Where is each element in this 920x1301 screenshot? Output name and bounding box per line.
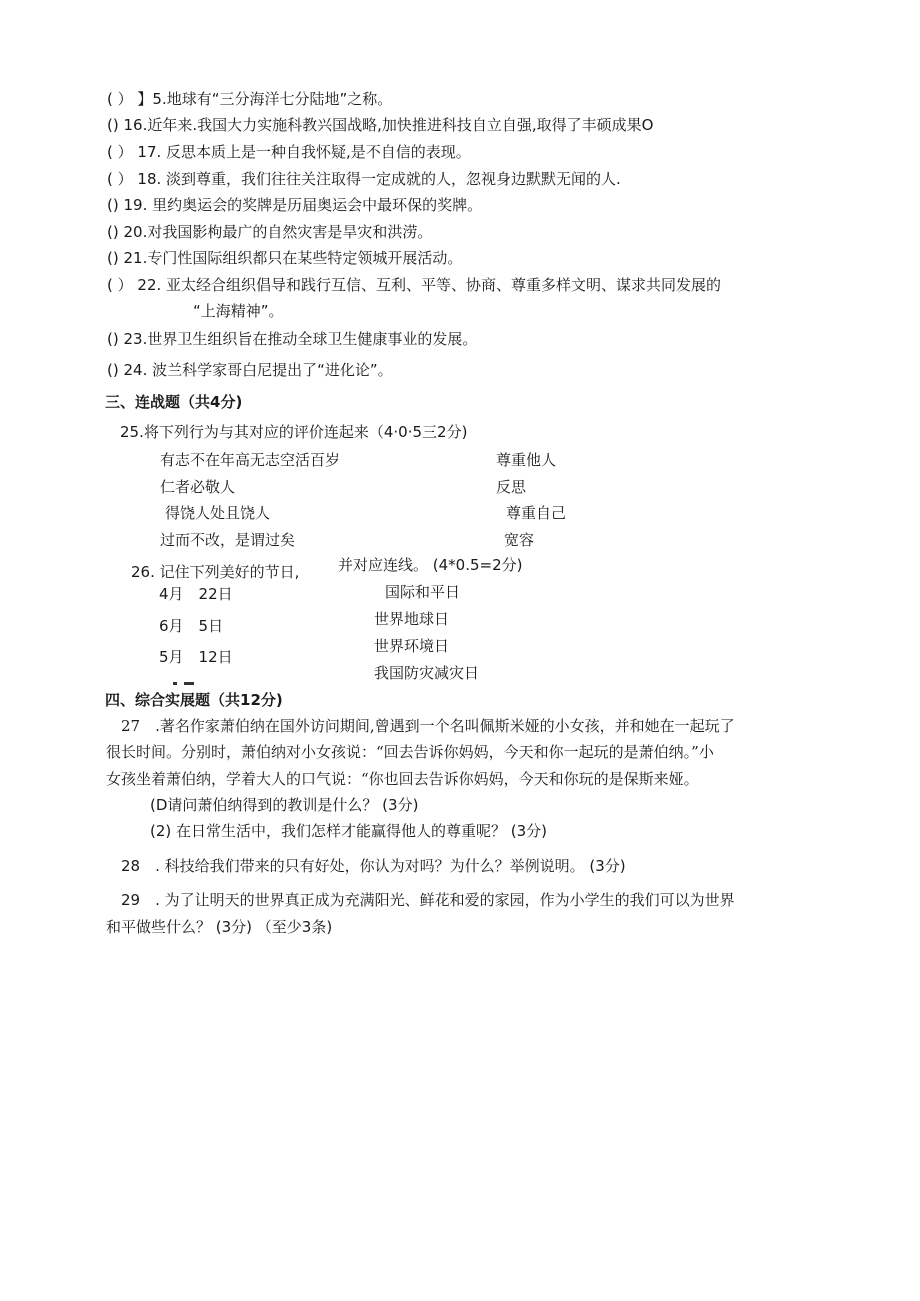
section-4-heading: 四、综合实展题（共12分) — [105, 691, 283, 709]
answer-bracket[interactable]: ( ） — [107, 170, 133, 188]
question-text: 24. 波兰科学家哥白尼提出了“进化论”。 — [123, 361, 393, 379]
festival-item[interactable]: 世界环境日 — [374, 637, 450, 655]
answer-bracket[interactable]: () — [107, 330, 119, 348]
clipped-date-item — [160, 681, 194, 686]
judgment-item-19 — [107, 195, 482, 215]
judgment-item-18 — [107, 169, 621, 189]
judgment-item-23 — [107, 329, 477, 349]
match-left-item[interactable]: 过而不改，是谓过矣 — [160, 531, 296, 549]
match-right-item[interactable]: 反思 — [496, 478, 527, 496]
answer-bracket[interactable]: () — [107, 249, 119, 267]
match-left-item[interactable]: 仁者必敬人 — [160, 478, 236, 496]
match-right-item[interactable]: 尊重他人 — [496, 451, 557, 469]
judgment-item-22-continued — [193, 301, 284, 321]
answer-bracket[interactable]: ( ） — [107, 276, 133, 294]
judgment-item-20 — [107, 222, 432, 242]
question-text: 22. 亚太经合组织倡导和践行互信、互利、平等、协商、尊重多样文明、谋求共同发展的 — [137, 276, 722, 294]
judgment-item-21 — [107, 248, 462, 268]
answer-bracket[interactable]: () — [107, 223, 119, 241]
judgment-item-16 — [107, 115, 653, 135]
question-text: 16.近年来.我国大力实施科教兴国战略,加快推进科技自立自强,取得了丰硕成果O — [123, 116, 654, 134]
question-29-line: 和平做些什么？ (3分) （至少3条) — [106, 918, 333, 936]
judgment-item-24 — [107, 360, 393, 380]
question-27-line: 27 .著名作家萧伯纳在国外访问期间,曾遇到一个名叫佩斯米娅的小女孩，并和她在一起玩了 — [121, 717, 735, 735]
date-item[interactable]: 4月 22日 — [159, 585, 233, 603]
question-27-sub-2: (2) 在日常生活中，我们怎样才能赢得他人的尊重呢？ (3分) — [150, 822, 548, 840]
question-text: 23.世界卫生组织旨在推动全球卫生健康事业的发展。 — [123, 330, 478, 348]
question-28: 28 . 科技给我们带来的只有好处，你认为对吗？为什么？举例说明。 (3分) — [121, 857, 626, 875]
festival-item[interactable]: 国际和平日 — [385, 583, 461, 601]
answer-bracket[interactable]: () — [107, 116, 119, 134]
question-26-prompt-b: 并对应连线。 (4*0.5=2分) — [338, 556, 523, 574]
question-25-prompt: 25.将下列行为与其对应的评价连起来（4·0·5三2分) — [120, 423, 468, 441]
answer-bracket[interactable]: ( ） — [107, 90, 133, 108]
question-text: “上海精神”。 — [193, 302, 284, 320]
question-27-sub-1: (D请问萧伯纳得到的教训是什么？ (3分) — [150, 796, 419, 814]
question-text: 19. 里约奥运会的奖牌是历届奥运会中最环保的奖牌。 — [123, 196, 483, 214]
question-27-line: 很长时间。分别时，萧伯纳对小女孩说：“回去告诉你妈妈，今天和你一起玩的是萧伯纳。”小 — [106, 743, 714, 761]
question-text: 17. 反思本质上是一种自我怀疑,是不自信的表现。 — [137, 143, 471, 161]
match-left-item[interactable]: 有志不在年高无志空活百岁 — [160, 451, 341, 469]
answer-bracket[interactable]: ( ） — [107, 143, 133, 161]
date-item[interactable]: 6月 5日 — [159, 617, 224, 635]
answer-bracket[interactable]: () — [107, 196, 119, 214]
match-right-item[interactable]: 宽容 — [504, 531, 535, 549]
judgment-item-15 — [107, 89, 392, 109]
match-left-item[interactable]: 得饶人处且饶人 — [165, 504, 271, 522]
date-item[interactable]: 5月 12日 — [159, 648, 233, 666]
question-text: 】5.地球有“三分海洋七分陆地”之称。 — [137, 90, 393, 108]
answer-bracket[interactable]: () — [107, 361, 119, 379]
question-text: 20.对我国影枸最广的自然灾害是旱灾和洪涝。 — [123, 223, 433, 241]
festival-item[interactable]: 我国防灾减灾日 — [374, 664, 480, 682]
question-26-prompt-a: 26. 记住下列美好的节日, — [131, 563, 300, 581]
match-right-item[interactable]: 尊重自己 — [506, 504, 567, 522]
judgment-item-22 — [107, 275, 721, 295]
question-text: 18. 淡到尊重，我们往往关注取得一定成就的人，忽视身边默默无闻的人. — [137, 170, 621, 188]
question-29-line: 29 . 为了让明天的世界真正成为充满阳光、鲜花和爱的家园，作为小学生的我们可以为世界 — [121, 891, 735, 909]
festival-item[interactable]: 世界地球日 — [374, 610, 450, 628]
question-text: 21.专门性国际组织都只在某些特定领城开展活动。 — [123, 249, 463, 267]
section-3-heading: 三、连战题（共4分) — [105, 393, 243, 411]
question-27-line: 女孩坐着萧伯纳，学着大人的口气说：“你也回去告诉你妈妈，今天和你玩的是保斯来娅。 — [106, 770, 699, 788]
judgment-item-17 — [107, 142, 471, 162]
